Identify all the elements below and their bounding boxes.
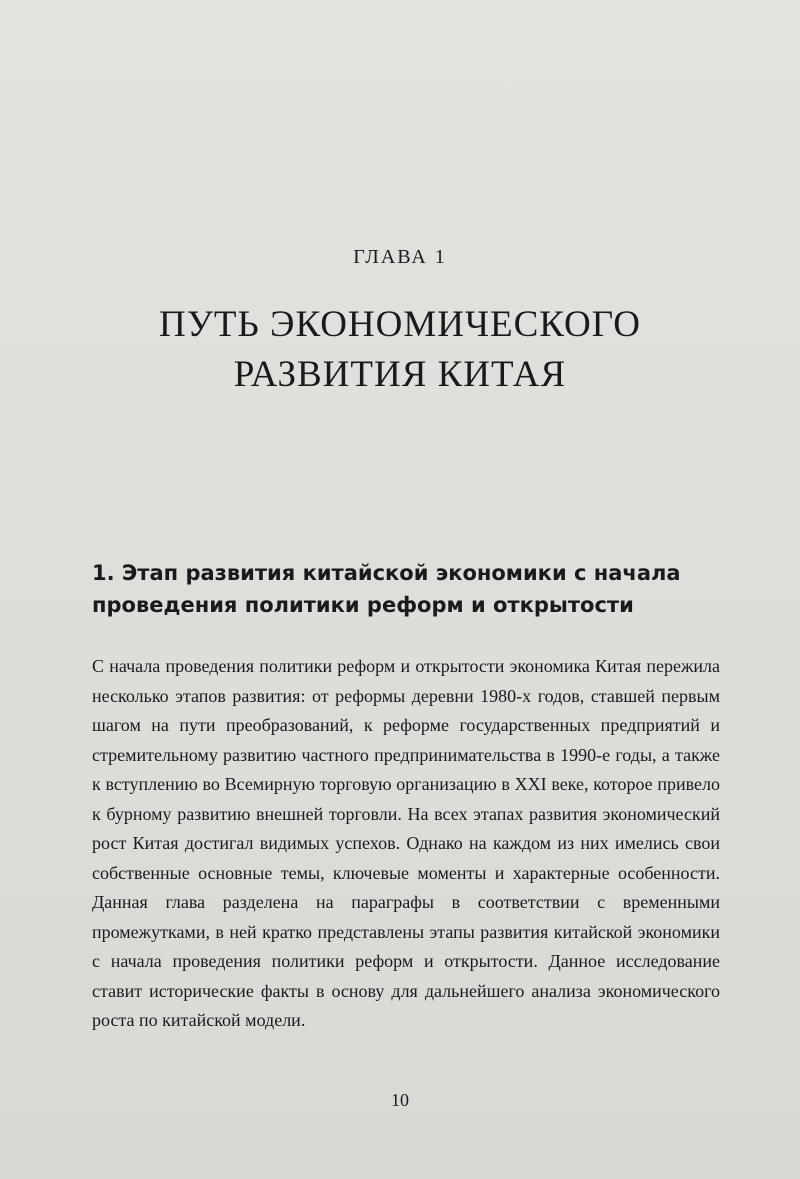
body-paragraph: С начала проведения политики реформ и открытости экономика Китая пережила несколько этапов развития: от реформы деревни 1980-х годов, ставшей первым шагом на пути преобразований, к реформе государственных предприятий и стремительному развитию частного предпринимательства в 1990-е годы, а также к вступлению во Всемирную торговую организацию в XXI веке, которое привело к бурному развитию внешней торговли. На всех этапах развития экономический рост Китая достигал видимых успехов. Однако на каждом из них имелись свои собственные основные темы, ключевые моменты и характерные особенности. Данная глава разделена на параграфы в соответствии с временными промежутками, в ней кратко представлены этапы развития китайской экономики с начала проведения политики реформ и открытости. Данное исследование ставит исторические факты в основу для дальнейшего анализа экономического роста по китайской модели.	[92, 656, 720, 1030]
chapter-label: ГЛАВА 1	[353, 246, 447, 268]
chapter-title-line-1: ПУТЬ ЭКОНОМИЧЕСКОГО	[159, 304, 641, 345]
section-heading-line-1: 1. Этап развития китайской экономики с начала	[92, 561, 681, 585]
chapter-title	[0, 300, 800, 400]
page-number: 10	[391, 1090, 409, 1110]
chapter-title-line-2: РАЗВИТИЯ КИТАЯ	[233, 354, 567, 395]
section-heading-line-2: проведения политики реформ и открытости	[92, 593, 634, 617]
section-heading	[92, 557, 712, 621]
